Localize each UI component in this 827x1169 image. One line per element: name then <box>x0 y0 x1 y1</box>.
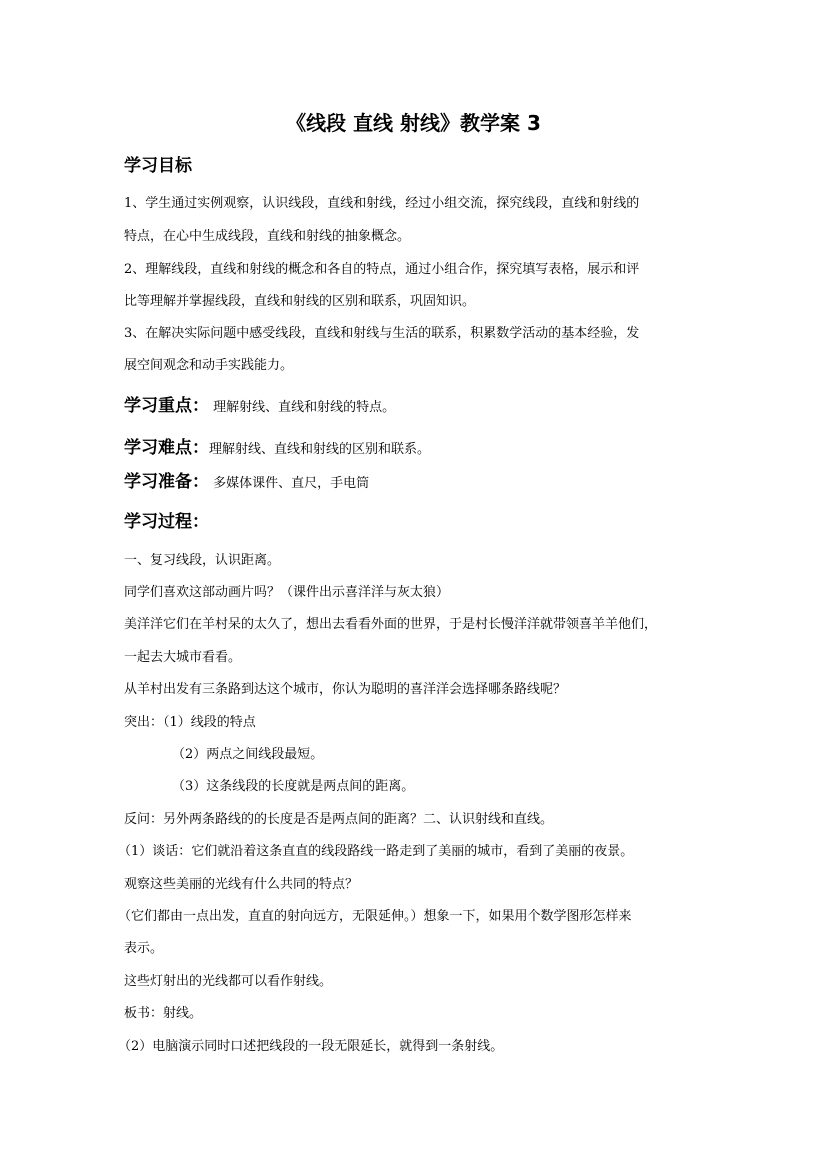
process-line: 一起去大城市看看。 <box>124 650 242 665</box>
objectives-heading: 学习目标 <box>124 156 192 176</box>
objective-line: 展空间观念和动手实践能力。 <box>124 358 294 373</box>
process-line: 美洋洋它们在羊村呆的太久了，想出去看看外面的世界，于是村长慢洋洋就带领喜羊羊他们， <box>124 617 658 632</box>
difficulty-section <box>124 434 430 464</box>
objective-line: 比等理解并掌握线段，直线和射线的区别和联系，巩固知识。 <box>124 294 476 309</box>
process-line: 表示。 <box>124 941 164 956</box>
process-line: 一、复习线段，认识距离。 <box>124 553 281 568</box>
process-line: （2）两点之间线段最短。 <box>172 747 324 762</box>
objective-line: 特点，在心中生成线段，直线和射线的抽象概念。 <box>124 229 411 244</box>
preparation-text: 多媒体课件、直尺，手电筒 <box>209 476 370 491</box>
process-line: （3）这条线段的长度就是两点间的距离。 <box>172 779 415 794</box>
document-title: 《线段 直线 射线》教学案 3 <box>286 111 541 135</box>
process-line: 突出：（1）线段的特点 <box>124 715 256 730</box>
process-line: 反问：另外两条路线的的长度是否是两点间的距离？二、认识射线和直线。 <box>124 812 554 827</box>
process-line: 同学们喜欢这部动画片吗？（课件出示喜洋洋与灰太狼） <box>124 585 450 600</box>
difficulty-label: 学习难点： <box>124 438 209 458</box>
difficulty-text: 理解射线、直线和射线的区别和联系。 <box>209 442 431 457</box>
process-line: （它们都由一点出发，直直的射向远方，无限延伸。）想象一下，如果用个数学图形怎样来 <box>118 909 632 924</box>
process-line: （2）电脑演示同时口述把线段的一段无限延长，就得到一条射线。 <box>118 1039 504 1054</box>
process-line: 观察这些美丽的光线有什么共同的特点？ <box>124 877 359 892</box>
objective-line: 3、在解决实际问题中感受线段，直线和射线与生活的联系，积累数学活动的基本经验，发 <box>124 326 640 341</box>
preparation-label: 学习准备： <box>124 472 209 492</box>
objective-line: 2、理解线段，直线和射线的概念和各自的特点，通过小组合作，探究填写表格，展示和评 <box>124 262 640 277</box>
key-point-text: 理解射线、直线和射线的特点。 <box>209 400 396 415</box>
process-line: 从羊村出发有三条路到达这个城市，你认为聪明的喜洋洋会选择哪条路线呢？ <box>124 682 567 697</box>
process-line: 板书：射线。 <box>124 1006 203 1021</box>
objective-line: 1、学生通过实例观察，认识线段，直线和射线，经过小组交流，探究线段，直线和射线的 <box>124 196 640 211</box>
process-line: 这些灯射出的光线都可以看作射线。 <box>124 974 333 989</box>
preparation-section <box>124 468 369 498</box>
key-point-label: 学习重点： <box>124 396 209 416</box>
process-heading: 学习过程： <box>124 512 209 532</box>
process-line: （1）谈话：它们就沿着这条直直的线段路线一路走到了美丽的城市，看到了美丽的夜景。 <box>118 844 634 859</box>
key-point-section <box>124 392 395 422</box>
